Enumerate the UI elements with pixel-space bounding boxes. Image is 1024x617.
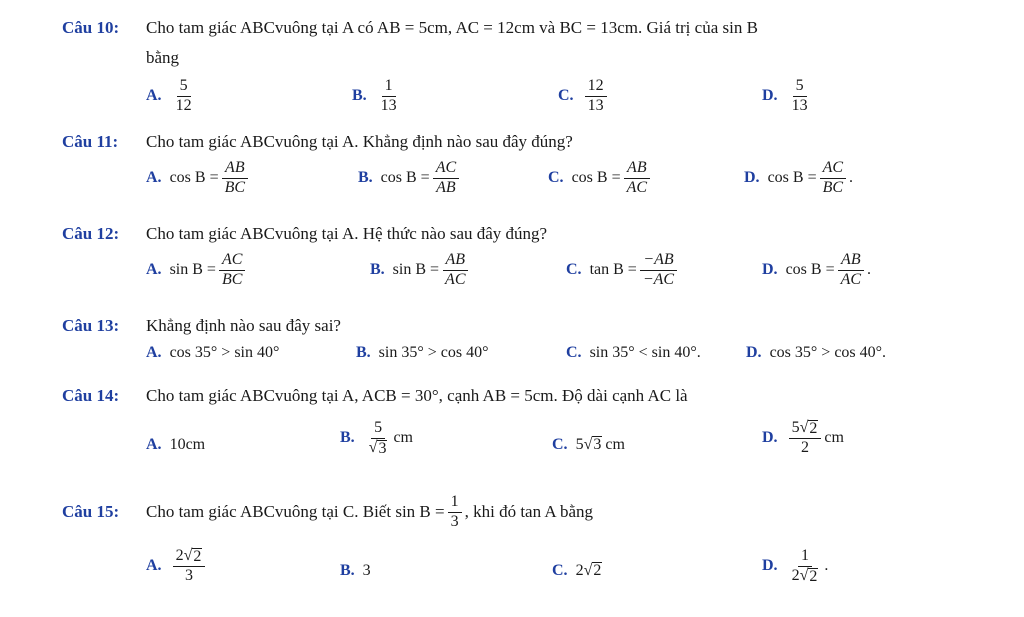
radicand: 2	[193, 548, 202, 565]
sqrt-symbol: √	[583, 562, 593, 579]
expression-prefix: cos B =	[571, 169, 621, 187]
question-label: Câu 15:	[62, 502, 120, 522]
fraction-numerator: 12	[585, 78, 607, 97]
option-11-a	[146, 160, 251, 197]
question-15	[62, 494, 593, 531]
fraction-numerator: AC	[433, 160, 459, 179]
option-14-d	[762, 420, 844, 457]
fraction-denominator: 13	[791, 96, 808, 114]
option-12-b	[370, 252, 472, 289]
option-letter: C.	[558, 87, 574, 105]
question-text: Cho tam giác ABCvuông tại A. Khẳng định nào sau đây đúng?	[146, 132, 573, 151]
fraction-denominator: 13	[380, 96, 397, 114]
question-10	[62, 18, 758, 38]
option-14-c	[552, 436, 625, 454]
expression-prefix: tan B =	[589, 261, 637, 279]
fraction-denominator: AB	[436, 178, 456, 196]
option-12-a	[146, 252, 248, 289]
expression-prefix: sin B =	[392, 261, 440, 279]
option-expression: sin 35° < sin 40°.	[589, 344, 701, 361]
option-15-c	[552, 562, 602, 580]
question-text: Cho tam giác ABCvuông tại A có AB = 5cm, AC = 12cm và BC = 13cm. Giá trị của sin B	[146, 18, 758, 37]
question-label: Câu 10:	[62, 18, 120, 37]
option-expression: cos 35° > sin 40°	[169, 344, 280, 361]
sqrt-symbol: √	[183, 547, 193, 564]
option-14-a	[146, 436, 205, 454]
option-letter: C.	[548, 169, 564, 187]
option-13-b	[356, 344, 489, 362]
fraction-numerator: AB	[222, 160, 248, 179]
question-label: Câu 14:	[62, 386, 120, 405]
coefficient: 5	[791, 419, 800, 436]
question-10-continuation: bằng	[146, 48, 180, 67]
option-letter: B.	[356, 344, 371, 361]
question-text: Cho tam giác ABCvuông tại A, ACB = 30°, cạnh AB = 5cm. Độ dài cạnh AC là	[146, 386, 688, 405]
fraction-numerator: AB	[838, 252, 864, 271]
fraction-numerator: AB	[443, 252, 469, 271]
option-letter: B.	[358, 169, 373, 187]
option-expression: sin 35° > cos 40°	[378, 344, 489, 361]
fraction-numerator: −AB	[640, 252, 676, 271]
fraction-denominator: AC	[840, 270, 862, 288]
option-expression: cos 35° > cos 40°.	[769, 344, 887, 361]
option-letter: D.	[762, 557, 778, 575]
question-text: Khẳng định nào sau đây sai?	[146, 316, 341, 335]
option-letter: A.	[146, 344, 162, 361]
fraction-numerator: 1	[798, 548, 812, 567]
option-letter: C.	[552, 562, 568, 579]
fraction-numerator: 1	[382, 78, 396, 97]
radicand: 3	[378, 439, 387, 457]
option-12-c	[566, 252, 680, 289]
option-13-d	[746, 344, 886, 362]
option-letter: C.	[552, 436, 568, 453]
fraction-denominator: 2	[800, 439, 809, 456]
option-letter: D.	[762, 429, 778, 447]
sqrt-symbol: √	[583, 436, 593, 453]
option-10-d	[762, 78, 814, 115]
option-letter: A.	[146, 87, 162, 105]
unit: cm	[605, 436, 625, 453]
fraction-numerator: 1	[448, 494, 462, 513]
option-13-a	[146, 344, 279, 362]
option-letter: B.	[340, 562, 355, 579]
expression-suffix: .	[867, 261, 872, 279]
option-12-d	[762, 252, 871, 289]
option-expression: 3	[362, 562, 371, 579]
expression-prefix: sin B =	[169, 261, 216, 279]
fraction-numerator: 5	[177, 78, 191, 97]
option-letter: D.	[762, 261, 778, 279]
option-13-c	[566, 344, 701, 362]
expression-prefix: cos B =	[767, 169, 817, 187]
radicand: 2	[809, 567, 818, 585]
fraction-denominator: AC	[626, 178, 648, 196]
expression-prefix: cos B =	[380, 169, 430, 187]
option-letter: A.	[146, 557, 162, 575]
option-11-c	[548, 160, 653, 197]
expression-suffix: .	[824, 557, 829, 575]
radicand: 2	[593, 562, 602, 579]
fraction-denominator: AC	[445, 270, 466, 288]
expression-prefix: cos B =	[169, 169, 219, 187]
option-11-d	[744, 160, 853, 197]
option-letter: D.	[746, 344, 762, 361]
option-10-c	[558, 78, 610, 115]
fraction-numerator: AC	[820, 160, 846, 179]
option-11-b	[358, 160, 462, 197]
fraction-denominator: BC	[221, 270, 243, 288]
question-text: Cho tam giác ABCvuông tại A. Hệ thức nào sau đây đúng?	[146, 224, 548, 243]
fraction-denominator: BC	[224, 178, 246, 196]
fraction-denominator: 3	[450, 512, 459, 530]
option-expression: 10cm	[169, 436, 206, 453]
coefficient: 2	[575, 562, 584, 579]
question-text-end: , khi đó tan A bằng	[464, 502, 594, 522]
option-14-b	[340, 420, 413, 457]
coefficient: 5	[575, 436, 584, 453]
option-10-b	[352, 78, 403, 115]
sqrt-symbol: √	[799, 566, 809, 584]
fraction-denominator: 3	[184, 567, 193, 584]
question-12	[62, 224, 547, 244]
option-15-a	[146, 548, 208, 585]
option-letter: B.	[340, 429, 355, 447]
option-letter: B.	[370, 261, 385, 279]
coefficient: 2	[791, 566, 800, 584]
option-letter: C.	[566, 261, 582, 279]
option-letter: A.	[146, 169, 162, 187]
option-letter: A.	[146, 261, 162, 279]
option-letter: B.	[352, 87, 367, 105]
expression-prefix: cos B =	[785, 261, 835, 279]
radicand: 2	[809, 420, 818, 437]
option-10-a	[146, 78, 198, 115]
question-text: Cho tam giác ABCvuông tại C. Biết sin B =	[146, 502, 445, 522]
fraction-denominator: BC	[822, 178, 844, 196]
question-label: Câu 12:	[62, 224, 120, 243]
option-15-b	[340, 562, 371, 580]
fraction-denominator: −AC	[642, 270, 675, 288]
question-11	[62, 132, 573, 152]
option-letter: A.	[146, 436, 162, 453]
radicand: 3	[593, 436, 602, 453]
fraction-numerator: 5	[793, 78, 807, 97]
fraction-numerator: 5	[371, 420, 385, 439]
sqrt-symbol: √	[799, 419, 809, 436]
unit: cm	[393, 429, 413, 447]
fraction-denominator: 13	[587, 96, 604, 114]
option-letter: D.	[744, 169, 760, 187]
option-letter: D.	[762, 87, 778, 105]
question-14	[62, 386, 688, 406]
question-label: Câu 13:	[62, 316, 120, 335]
question-13	[62, 316, 341, 336]
fraction-numerator: AC	[219, 252, 245, 271]
fraction-numerator: AB	[624, 160, 650, 179]
coefficient: 2	[175, 547, 184, 564]
option-15-d	[762, 548, 828, 585]
sqrt-symbol: √	[368, 438, 378, 456]
option-letter: C.	[566, 344, 582, 361]
question-label: Câu 11:	[62, 132, 119, 151]
fraction-denominator: 12	[175, 96, 192, 114]
expression-suffix: .	[849, 169, 854, 187]
unit: cm	[824, 429, 844, 447]
